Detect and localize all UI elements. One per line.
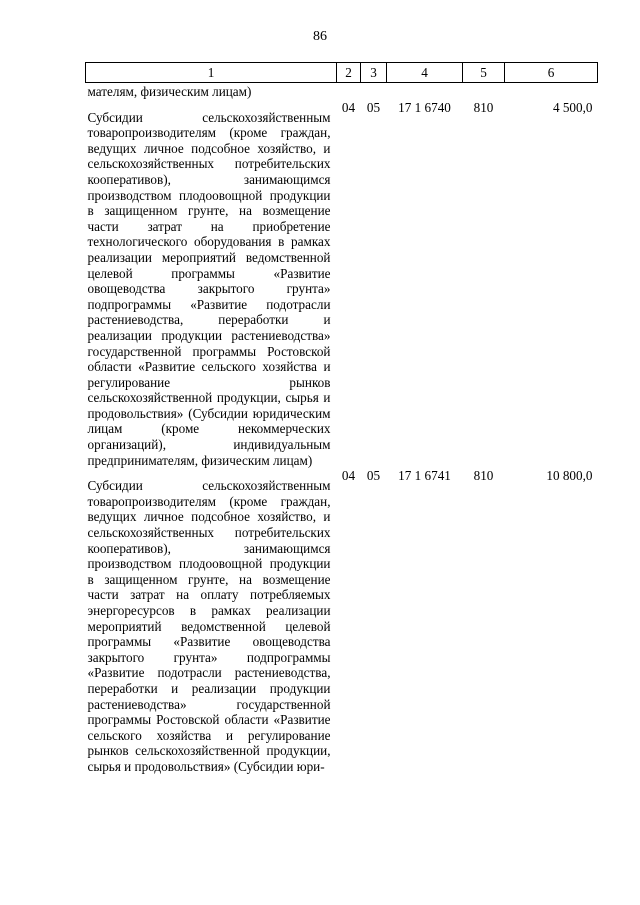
row-amount: 4 500,0: [552, 99, 593, 115]
row-subsection: 05: [366, 468, 381, 484]
row-description: Субсидии сельскохозяйственным товаропроизводителям (кроме граждан, ведущих личное подсобное хозяйство, и сельскохозяйственных потребительских кооперативов), занимающимся производством плодоовощной продукции в защищенном грунте, на возмещение части затрат на оплату потребляемых энергоресурсов в рамках реализации мероприятий ведомственной целевой программы «Развитие овощеводства закрытого грунта» подпрограммы «Развитие подотрасли растениеводства, переработки и реализации продукции растениеводства» государственной программы Ростовской области «Развитие сельского хозяйства и регулирование рынков сельскохозяйственной продукции, сырья и продовольствия» (Субсидии юри-: [87, 478, 331, 774]
header-row: [86, 63, 598, 83]
header-col-6: 6: [505, 63, 598, 83]
header-col-1: 1: [86, 63, 337, 83]
row-expense-type: 810: [473, 99, 494, 115]
row-subsection: 05: [366, 99, 381, 115]
header-col-3: 3: [361, 63, 387, 83]
row-description: Субсидии сельскохозяйственным товаропроизводителям (кроме граждан, ведущих личное подсобное хозяйство, и сельскохозяйственных потребительских кооперативов), занимающимся производством плодоовощной продукции в защищенном грунте, на возмещение части затрат на приобретение технологического оборудования в рамках реализации мероприятий ведомственной целевой программы «Развитие овощеводства закрытого грунта» подпрограммы «Развитие подотрасли растениеводства, переработки и реализации продукции растениеводства» государственной программы Ростовской области «Развитие сельского хозяйства и регулирование рынков сельскохозяйственной продукции, сырья и продовольствия» (Субсидии юридическим лицам (кроме некоммерческих организаций), индивидуальным предпринимателям, физическим лицам): [87, 109, 331, 468]
header-col-2: 2: [337, 63, 361, 83]
row-section: 04: [341, 468, 356, 484]
header-col-4: 4: [387, 63, 463, 83]
budget-table: [85, 62, 598, 775]
row-amount: 10 800,0: [546, 468, 593, 484]
row-section: 04: [341, 99, 356, 115]
continuation-text: мателям, физическим лицам): [87, 84, 252, 99]
table-row: [86, 100, 598, 469]
table-row: [86, 468, 598, 774]
header-col-5: 5: [463, 63, 505, 83]
row-target-article: 17 1 6741: [398, 468, 451, 484]
page-number: 86: [313, 29, 327, 44]
row-expense-type: 810: [473, 468, 494, 484]
row-target-article: 17 1 6740: [398, 99, 451, 115]
continuation-row: [86, 83, 598, 100]
